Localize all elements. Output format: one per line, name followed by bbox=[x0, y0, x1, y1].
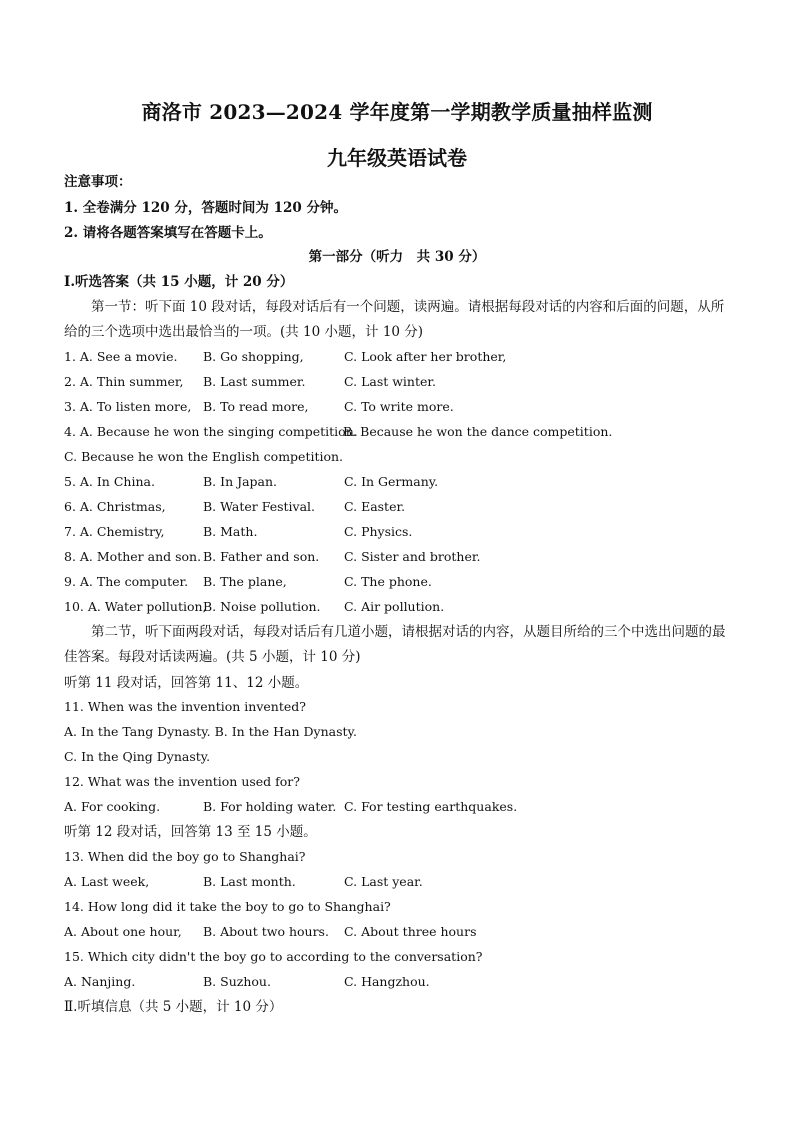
option-c: C. In Germany. bbox=[344, 474, 439, 489]
question-11-option-c: C. In the Qing Dynasty. bbox=[64, 749, 211, 764]
option-a: A. For cooking. bbox=[64, 799, 161, 814]
option-b: B. Suzhou. bbox=[203, 974, 271, 989]
option-a: 2. A. Thin summer, bbox=[64, 374, 184, 389]
option-c: C. Sister and brother. bbox=[344, 549, 481, 564]
option-c: C. Last winter. bbox=[344, 374, 436, 389]
option-b: B. The plane, bbox=[203, 574, 287, 589]
note-item: 2. 请将各题答案填写在答题卡上。 bbox=[64, 225, 272, 241]
option-a: 5. A. In China. bbox=[64, 474, 155, 489]
dialogue-11-intro: 听第 11 段对话，回答第 11、12 小题。 bbox=[64, 675, 309, 691]
subsection1-instructions: 第一节：听下面 10 段对话，每段对话后有一个问题，读两遍。请根据每段对话的内容和后面的问题，从所给的三个选项中选出最恰当的一项。(共 10 小题，计 10 分) bbox=[64, 299, 725, 340]
option-a: 4. A. Because he won the singing competition. bbox=[64, 424, 358, 439]
option-a: A. Nanjing. bbox=[64, 974, 136, 989]
option-c: C. Look after her brother, bbox=[344, 349, 507, 364]
option-c: C. Physics. bbox=[344, 524, 413, 539]
question-13-stem: 13. When did the boy go to Shanghai? bbox=[64, 849, 306, 864]
option-c: C. Hangzhou. bbox=[344, 974, 430, 989]
part-heading: 第一部分（听力 共 30 分） bbox=[308, 249, 486, 265]
exam-subtitle: 九年级英语试卷 bbox=[327, 146, 467, 170]
note-item: 1. 全卷满分 120 分，答题时间为 120 分钟。 bbox=[64, 200, 347, 216]
option-b: B. Math. bbox=[203, 524, 258, 539]
option-b: B. Father and son. bbox=[203, 549, 320, 564]
option-c: C. Air pollution. bbox=[344, 599, 445, 614]
question-15-stem: 15. Which city didn't the boy go to according to the conversation? bbox=[64, 949, 483, 964]
option-a: 3. A. To listen more, bbox=[64, 399, 192, 414]
option-b: B. In Japan. bbox=[203, 474, 278, 489]
question-14-stem: 14. How long did it take the boy to go to Shanghai? bbox=[64, 899, 391, 914]
option-c: C. For testing earthquakes. bbox=[344, 799, 518, 814]
option-c: C. About three hours bbox=[344, 924, 477, 939]
option-b: B. Go shopping, bbox=[203, 349, 304, 364]
dialogue-12-intro: 听第 12 段对话，回答第 13 至 15 小题。 bbox=[64, 824, 317, 840]
option-a: A. About one hour, bbox=[64, 924, 182, 939]
option-c: C. Easter. bbox=[344, 499, 406, 514]
option-a: 7. A. Chemistry, bbox=[64, 524, 165, 539]
option-c: C. Last year. bbox=[344, 874, 423, 889]
option-b: B. Noise pollution. bbox=[203, 599, 321, 614]
option-a: 1. A. See a movie. bbox=[64, 349, 178, 364]
option-b: B. To read more, bbox=[203, 399, 309, 414]
exam-title: 商洛市 2023—2024 学年度第一学期教学质量抽样监测 bbox=[141, 100, 653, 124]
option-a: 8. A. Mother and son. bbox=[64, 549, 202, 564]
option-b: B. About two hours. bbox=[203, 924, 329, 939]
option-b: B. For holding water. bbox=[203, 799, 337, 814]
notes-heading: 注意事项： bbox=[64, 174, 132, 190]
option-a: A. Last week, bbox=[64, 874, 150, 889]
option-b: B. Because he won the dance competition. bbox=[343, 424, 613, 439]
option-c: C. The phone. bbox=[344, 574, 432, 589]
section1-heading: Ⅰ.听选答案（共 15 小题，计 20 分） bbox=[64, 274, 294, 290]
option-a: 9. A. The computer. bbox=[64, 574, 189, 589]
question-11-options-ab: A. In the Tang Dynasty. B. In the Han Dynasty. bbox=[64, 724, 357, 739]
question-12-stem: 12. What was the invention used for? bbox=[64, 774, 300, 789]
section2-heading: Ⅱ.听填信息（共 5 小题，计 10 分） bbox=[64, 999, 283, 1015]
option-b: B. Water Festival. bbox=[203, 499, 316, 514]
subsection2-instructions: 第二节，听下面两段对话，每段对话后有几道小题，请根据对话的内容，从题目所给的三个中选出问题的最佳答案。每段对话读两遍。(共 5 小题，计 10 分) bbox=[64, 624, 726, 665]
option-a: 6. A. Christmas, bbox=[64, 499, 166, 514]
option-a: 10. A. Water pollution, bbox=[64, 599, 207, 614]
option-c: C. To write more. bbox=[344, 399, 454, 414]
option-b: B. Last summer. bbox=[203, 374, 306, 389]
option-c: C. Because he won the English competition. bbox=[64, 449, 344, 464]
option-b: B. Last month. bbox=[203, 874, 296, 889]
question-11-stem: 11. When was the invention invented? bbox=[64, 699, 306, 714]
